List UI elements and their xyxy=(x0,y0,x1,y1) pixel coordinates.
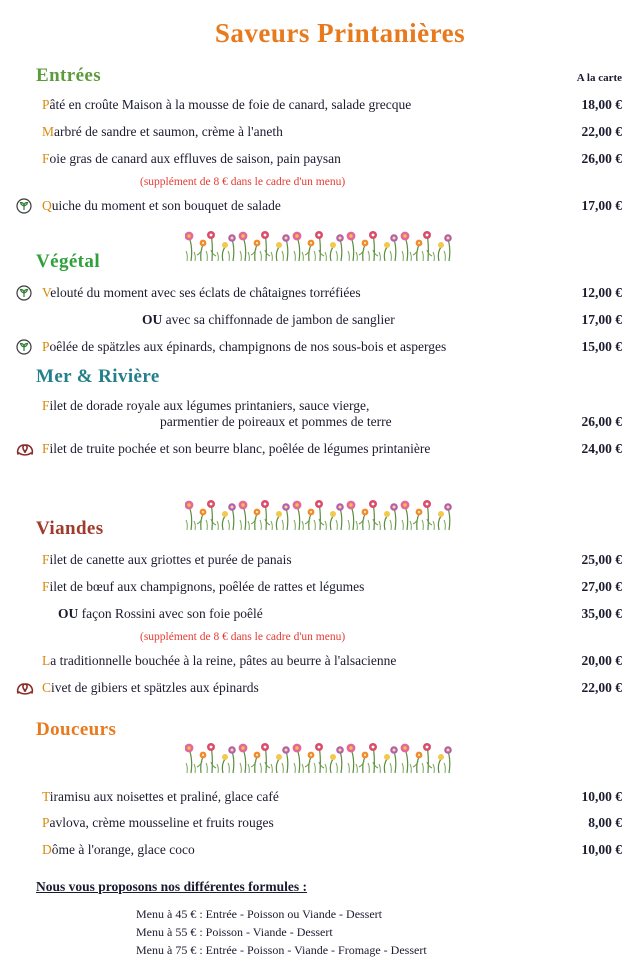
item-text xyxy=(42,198,536,215)
item-rest: a traditionnelle bouchée à la reine, pâtes au beurre à l'alsacienne xyxy=(50,652,397,668)
item-rest: oie gras de canard aux effluves de saison, pain paysan xyxy=(49,150,341,166)
icon-slot xyxy=(16,669,42,670)
supplement-note: (supplément de 8 € dans le cadre d'un menu) xyxy=(140,630,346,643)
flower-border xyxy=(185,741,455,775)
item-text xyxy=(42,285,536,302)
supplement-note: (supplément de 8 € dans le cadre d'un menu) xyxy=(140,175,346,188)
item-text xyxy=(42,441,536,458)
item-lead: D xyxy=(42,842,52,858)
menu-item-row xyxy=(10,653,630,670)
item-rest: elouté du moment avec ses éclats de châtaignes torréfiées xyxy=(50,284,361,300)
menu-item-row xyxy=(10,312,630,329)
item-line-2: parmentier de poireaux et pommes de terre xyxy=(160,414,392,430)
item-price: 18,00 € xyxy=(581,97,622,112)
item-lead: T xyxy=(42,788,50,804)
item-text xyxy=(42,552,536,569)
item-text xyxy=(42,579,536,596)
section-title-viandes: Viandes xyxy=(36,518,104,540)
icon-slot xyxy=(16,858,42,859)
icon-slot xyxy=(16,804,42,805)
item-lead: P xyxy=(42,815,50,831)
icon-slot xyxy=(16,328,42,329)
item-rest: ôme à l'orange, glace coco xyxy=(51,842,195,858)
formula-line: Menu à 75 € : Entrée - Poisson - Viande - Fromage - Dessert xyxy=(136,943,427,958)
menu-item-row xyxy=(10,198,630,215)
item-text xyxy=(42,97,536,114)
item-rest: ilet de truite pochée et son beurre blanc, poêlée de légumes printanière xyxy=(49,441,431,457)
menu-item-row xyxy=(10,842,630,859)
pretzel-icon xyxy=(16,442,34,457)
section-band-vegetal xyxy=(10,229,630,275)
menu-item-row xyxy=(10,339,630,356)
item-price: 12,00 € xyxy=(581,284,622,300)
item-lead: F xyxy=(42,441,50,457)
item-lead: OU xyxy=(58,605,79,621)
icon-slot xyxy=(16,430,42,431)
section-title-douceurs: Douceurs xyxy=(36,718,117,740)
icon-slot xyxy=(16,595,42,596)
formula-line: Menu à 55 € : Poisson - Viande - Dessert xyxy=(136,925,333,940)
menu-item-row xyxy=(10,124,630,141)
item-price: 10,00 € xyxy=(581,842,622,858)
item-lead: M xyxy=(42,123,55,139)
menu-item-row xyxy=(10,285,630,302)
icon-slot xyxy=(16,622,42,623)
item-lead: L xyxy=(42,652,51,668)
icon-slot xyxy=(16,167,42,168)
section-header-mer xyxy=(10,366,630,388)
item-rest: uiche du moment et son bouquet de salade xyxy=(51,197,281,213)
item-price: 27,00 € xyxy=(581,579,622,594)
flower-border xyxy=(185,229,455,263)
item-rest: ilet de canette aux griottes et purée de panais xyxy=(49,552,292,568)
pretzel-icon xyxy=(16,681,34,696)
item-text xyxy=(142,312,536,329)
item-price: 26,00 € xyxy=(581,150,622,166)
a-la-carte-label: A la carte xyxy=(576,72,622,84)
icon-slot xyxy=(16,681,42,697)
section-band-douceurs xyxy=(10,719,630,779)
item-rest: avec sa chiffonnade de jambon de sanglier xyxy=(162,311,395,327)
menu-item-row xyxy=(10,441,630,458)
section-title-entrees: Entrées xyxy=(36,65,102,86)
item-price: 24,00 € xyxy=(581,441,622,457)
item-text xyxy=(42,653,536,670)
icon-slot xyxy=(16,339,42,356)
item-price: 26,00 € xyxy=(581,414,622,430)
item-rest: ivet de gibiers et spätzles aux épinards xyxy=(51,679,259,695)
menu-item-row xyxy=(10,398,630,432)
icon-slot xyxy=(16,140,42,141)
icon-slot xyxy=(16,831,42,832)
item-price: 15,00 € xyxy=(581,338,622,354)
item-lead: OU xyxy=(142,311,163,327)
item-lead: P xyxy=(42,338,50,354)
item-price: 8,00 € xyxy=(588,815,622,831)
formulas-footer xyxy=(10,879,630,959)
item-price: 10,00 € xyxy=(581,788,622,804)
item-rest: façon Rossini avec son foie poêlé xyxy=(78,605,263,621)
item-price: 17,00 € xyxy=(581,311,622,327)
menu-item-row xyxy=(10,680,630,697)
menu-item-row xyxy=(10,97,630,114)
section-header-entrees xyxy=(10,65,630,87)
item-rest: iramisu aux noisettes et praliné, glace café xyxy=(49,788,279,804)
menu-item-row xyxy=(10,579,630,596)
menu-item-row xyxy=(10,151,630,168)
item-text xyxy=(42,815,536,832)
item-text xyxy=(42,789,536,806)
section-title-mer: Mer & Rivière xyxy=(36,365,160,387)
menu-item-row xyxy=(10,606,630,623)
section-title-vegetal: Végétal xyxy=(36,250,100,272)
icon-slot xyxy=(16,198,42,215)
icon-slot xyxy=(16,442,42,458)
icon-slot xyxy=(16,113,42,114)
icon-slot xyxy=(16,568,42,569)
item-price: 35,00 € xyxy=(581,605,622,621)
formulas-heading: Nous vous proposons nos différentes formules : xyxy=(36,879,308,895)
icon-slot xyxy=(16,285,42,302)
item-rest: arbré de sandre et saumon, crème à l'aneth xyxy=(54,123,283,139)
vegetarian-icon xyxy=(16,339,32,355)
item-lead: C xyxy=(42,679,52,695)
item-price: 22,00 € xyxy=(581,123,622,139)
item-lead: F xyxy=(42,579,50,594)
item-price: 20,00 € xyxy=(581,652,622,668)
item-text xyxy=(42,680,536,697)
item-text xyxy=(42,339,536,356)
item-lead: F xyxy=(42,150,50,166)
item-rest: ilet de bœuf aux champignons, poêlée de rattes et légumes xyxy=(49,579,365,594)
item-text xyxy=(42,398,536,432)
item-text xyxy=(58,606,536,623)
item-rest: avlova, crème mousseline et fruits rouges xyxy=(49,815,274,831)
item-lead: Q xyxy=(42,197,52,213)
item-lead: P xyxy=(42,97,50,112)
menu-item-row xyxy=(10,552,630,569)
item-price: 22,00 € xyxy=(581,679,622,695)
item-text xyxy=(42,124,536,141)
item-text xyxy=(42,151,536,168)
vegetarian-icon xyxy=(16,285,32,301)
formula-line: Menu à 45 € : Entrée - Poisson ou Viande - Dessert xyxy=(136,907,383,922)
item-text xyxy=(42,842,536,859)
item-lead: F xyxy=(42,397,50,413)
item-rest: oêlée de spätzles aux épinards, champignons de nos sous-bois et asperges xyxy=(49,338,447,354)
item-price: 17,00 € xyxy=(581,197,622,213)
item-line-1 xyxy=(42,398,536,415)
menu-item-row xyxy=(10,815,630,832)
page-title: Saveurs Printanières xyxy=(214,18,466,48)
item-rest: ilet de dorade royale aux légumes printaniers, sauce vierge, xyxy=(49,397,370,413)
flower-border xyxy=(185,498,455,532)
menu-item-row xyxy=(10,789,630,806)
formula-list xyxy=(136,905,630,959)
item-rest: âté en croûte Maison à la mousse de foie de canard, salade grecque xyxy=(49,97,412,112)
item-lead: F xyxy=(42,552,50,568)
vegetarian-icon xyxy=(16,198,32,214)
item-price: 25,00 € xyxy=(581,552,622,568)
item-lead: V xyxy=(42,284,51,300)
section-band-viandes xyxy=(10,492,630,542)
